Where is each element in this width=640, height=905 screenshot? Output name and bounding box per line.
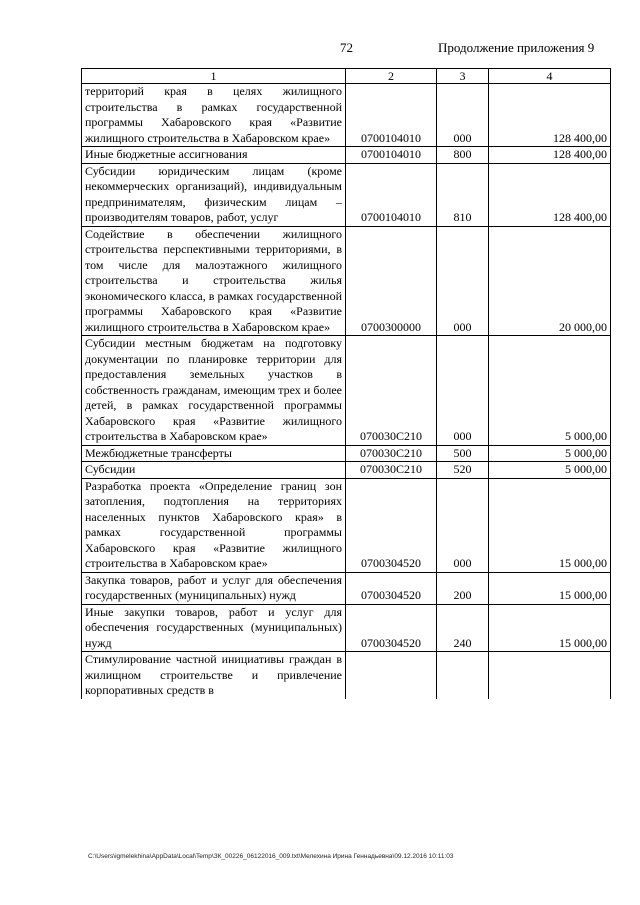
row-vr-code: 810 — [437, 163, 489, 226]
column-header: 4 — [489, 69, 611, 84]
row-vr-code: 200 — [437, 572, 489, 604]
row-name: Межбюджетные трансферты — [82, 445, 346, 462]
table-row — [82, 478, 611, 572]
row-vr-code: 800 — [437, 147, 489, 164]
row-sum — [489, 652, 611, 699]
row-name: Субсидии — [82, 462, 346, 479]
row-sum: 15 000,00 — [489, 478, 611, 572]
row-sum: 20 000,00 — [489, 226, 611, 336]
column-header: 3 — [437, 69, 489, 84]
table-row — [82, 147, 611, 164]
row-csr-code: 0700304520 — [346, 572, 437, 604]
row-sum: 5 000,00 — [489, 462, 611, 479]
footer-file-path: C:\Users\igmelekhina\AppData\Local\Temp\ЗК_00226_06122016_009.txt\Мелехина Ирина Геннадьевна\09.12.2016 10:11:03 — [88, 853, 454, 860]
row-csr-code: 0700104010 — [346, 147, 437, 164]
table-row — [82, 652, 611, 699]
row-sum: 15 000,00 — [489, 572, 611, 604]
table-row — [82, 445, 611, 462]
row-name: Содействие в обеспечении жилищного строительства перспективными территориями, в том числе для малоэтажного жилищного строительства и строительства жилья экономического класса, в рамках государственной программы Хабаровского края «Развитие жилищного строительства в Хабаровском крае» — [82, 226, 346, 336]
row-vr-code: 500 — [437, 445, 489, 462]
table-row — [82, 462, 611, 479]
row-csr-code: 0700304520 — [346, 478, 437, 572]
table-row — [82, 226, 611, 336]
table-row — [82, 163, 611, 226]
continuation-label: Продолжение приложения 9 — [438, 40, 595, 55]
row-name: Субсидии местным бюджетам на подготовку документации по планировке территории для предоставления земельных участков в собственность гражданам, имеющим трех и более детей, в рамках государственной программы Хабаровского края «Развитие жилищного строительства в Хабаровском крае» — [82, 336, 346, 446]
column-header: 2 — [346, 69, 437, 84]
row-sum: 5 000,00 — [489, 336, 611, 446]
page-number: 72 — [340, 40, 353, 55]
row-vr-code: 000 — [437, 478, 489, 572]
row-name: территорий края в целях жилищного строительства в рамках государственной программы Хабаровского края «Развитие жилищного строительства в Хабаровском крае» — [82, 84, 346, 147]
row-csr-code — [346, 652, 437, 699]
row-vr-code: 000 — [437, 84, 489, 147]
row-sum: 128 400,00 — [489, 163, 611, 226]
row-vr-code: 000 — [437, 336, 489, 446]
row-sum: 5 000,00 — [489, 445, 611, 462]
row-vr-code: 520 — [437, 462, 489, 479]
row-csr-code: 070030С210 — [346, 445, 437, 462]
table-row — [82, 572, 611, 604]
row-csr-code: 070030С210 — [346, 336, 437, 446]
page-header — [0, 40, 640, 56]
row-vr-code: 000 — [437, 226, 489, 336]
column-header: 1 — [82, 69, 346, 84]
row-name: Закупка товаров, работ и услуг для обеспечения государственных (муниципальных) нужд — [82, 572, 346, 604]
row-sum: 128 400,00 — [489, 84, 611, 147]
row-csr-code: 0700300000 — [346, 226, 437, 336]
row-csr-code: 0700104010 — [346, 163, 437, 226]
row-name: Субсидии юридическим лицам (кроме некоммерческих организаций), индивидуальным предпринимателям, физическим лицам – производителям товаров, работ, услуг — [82, 163, 346, 226]
row-csr-code: 0700304520 — [346, 604, 437, 652]
table-row — [82, 84, 611, 147]
row-sum: 128 400,00 — [489, 147, 611, 164]
row-name: Стимулирование частной инициативы граждан в жилищном строительстве и привлечение корпоративных средств в — [82, 652, 346, 699]
row-vr-code — [437, 652, 489, 699]
budget-table — [81, 68, 611, 699]
column-number-row — [82, 69, 611, 84]
row-name: Иные бюджетные ассигнования — [82, 147, 346, 164]
table-row — [82, 336, 611, 446]
row-csr-code: 070030С210 — [346, 462, 437, 479]
row-sum: 15 000,00 — [489, 604, 611, 652]
row-csr-code: 0700104010 — [346, 84, 437, 147]
table-row — [82, 604, 611, 652]
row-name: Разработка проекта «Определение границ зон затопления, подтопления на территориях населенных пунктов Хабаровского края» в рамках государственной программы Хабаровского края «Развитие жилищного строительства в Хабаровском крае» — [82, 478, 346, 572]
row-name: Иные закупки товаров, работ и услуг для обеспечения государственных (муниципальных) нужд — [82, 604, 346, 652]
row-vr-code: 240 — [437, 604, 489, 652]
